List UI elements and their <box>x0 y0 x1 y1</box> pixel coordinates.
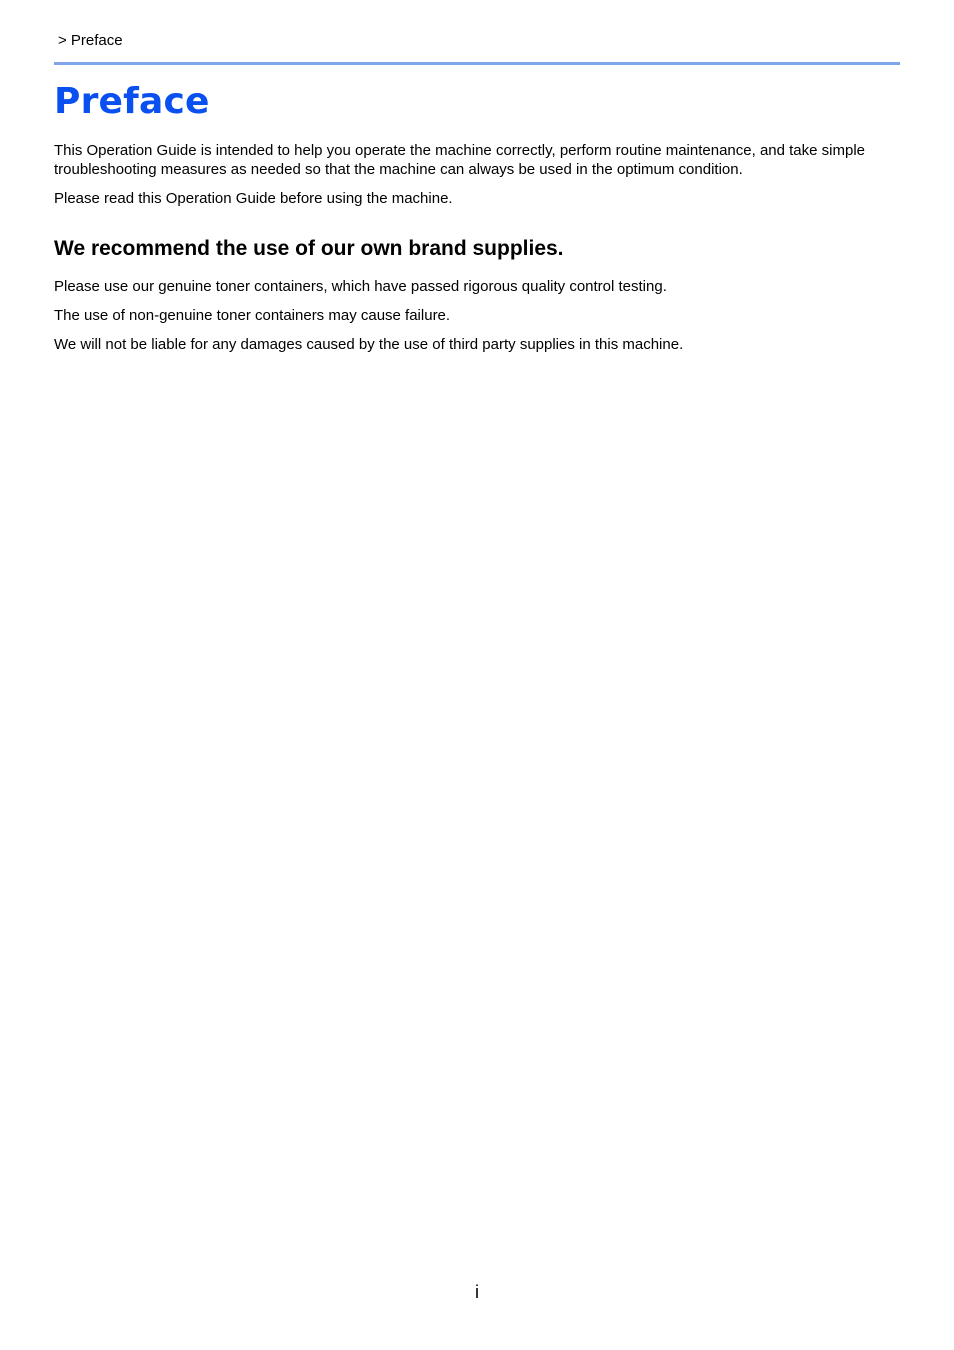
intro-paragraph: Please read this Operation Guide before using the machine. <box>54 190 453 207</box>
header-rule <box>54 62 900 65</box>
section-heading: We recommend the use of our own brand supplies. <box>54 237 564 260</box>
section-paragraph: The use of non-genuine toner containers may cause failure. <box>54 307 451 324</box>
section-paragraph: We will not be liable for any damages caused by the use of third party supplies in this machine. <box>54 336 684 353</box>
page-title: Preface <box>54 81 210 122</box>
intro-paragraph: This Operation Guide is intended to help you operate the machine correctly, perform routine maintenance, and take simple troubleshooting measures as needed so that the machine can always be used in the optimum condition. <box>54 142 866 178</box>
section-paragraph: Please use our genuine toner containers, which have passed rigorous quality control testing. <box>54 278 667 295</box>
breadcrumb[interactable]: > Preface <box>58 32 123 49</box>
page-number: i <box>475 1282 479 1302</box>
